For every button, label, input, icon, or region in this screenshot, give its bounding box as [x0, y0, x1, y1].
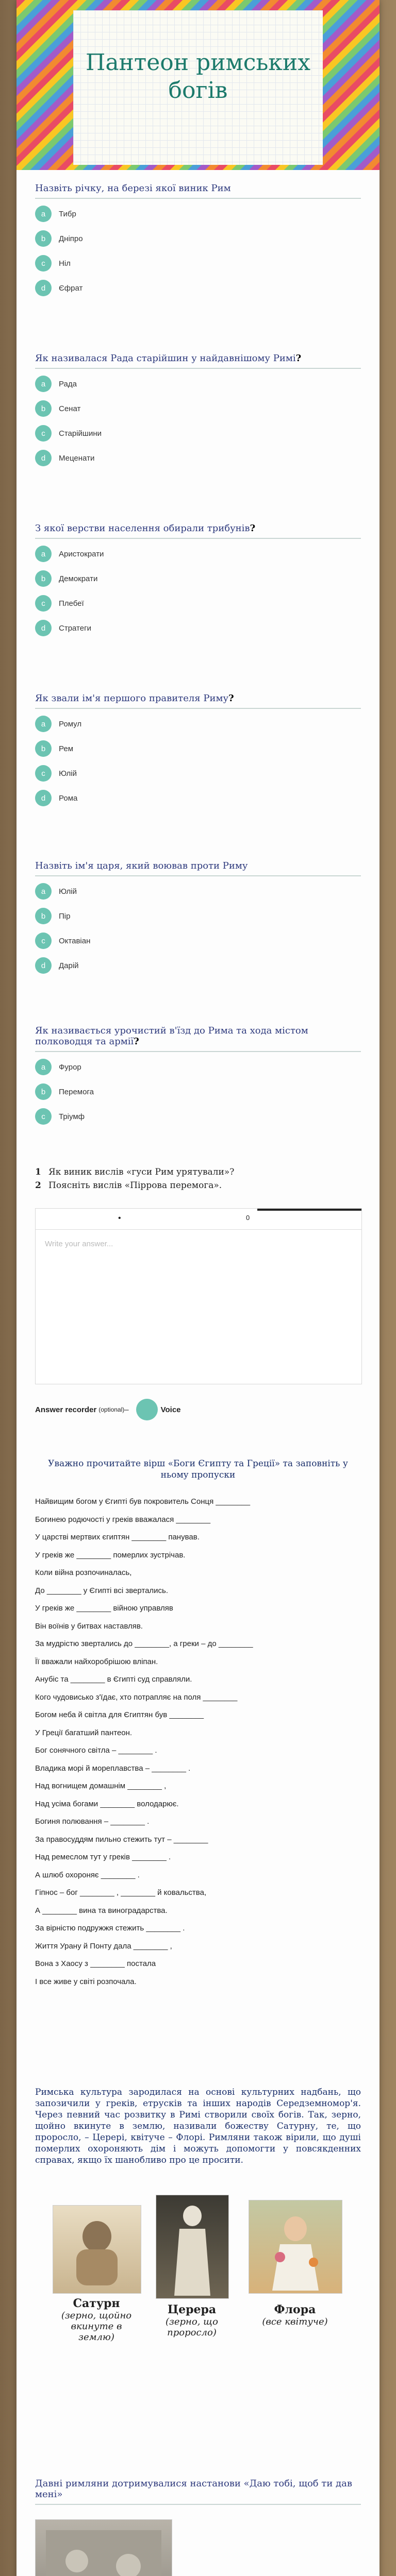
poem-line: Над вогнищем домашнім ________ ,: [35, 1782, 167, 1790]
expressions-list: [35, 1167, 361, 1191]
option-label: Юлій: [59, 887, 77, 896]
answer-option[interactable]: [35, 739, 361, 758]
question-text: Назвіть ім'я царя, який воював проти Риму: [35, 860, 248, 871]
option-label: Перемога: [59, 1087, 94, 1096]
poem-line: Кого чудовисько з'їдає, хто потрапляє на поля ________: [35, 1692, 238, 1702]
question-text: Як називається урочистий в'їзд до Рима та хода містом полководця та армії: [35, 1025, 308, 1047]
god-description: (зерно, щойно вкинуте в землю): [61, 2310, 132, 2343]
god-name: Церера: [167, 2303, 217, 2316]
option-label: Аристократи: [59, 549, 104, 558]
option-label: Стратеги: [59, 623, 91, 633]
answer-option[interactable]: [35, 906, 361, 926]
option-label: Ніл: [59, 259, 71, 268]
culture-paragraph: Римська культура зародилася на основі культурних надбань, що запозичили у греків, етрусків та інших народів Середземномор'я. Через певний час розвитку в Римі створили своїх богів. Так, зерно, щойно вкинуте в землю, називали божеству Сатурну, те, що проросло, – Церері, квітуче – Флорі. Римляни також вірили, що душі померлих охороняють дім і можуть допомогти у повсякденних справах, якщо їх шанобливо про це просити.: [35, 2087, 361, 2165]
option-letter: c: [35, 595, 52, 612]
option-label: Тріумф: [59, 1112, 85, 1121]
recorder-dash: –: [124, 1405, 129, 1414]
expression-text: Поясніть вислів «Піррова перемога».: [48, 1180, 222, 1191]
relief-carving-icon: [36, 2520, 172, 2576]
god-name: Сатурн: [73, 2297, 120, 2310]
answer-recorder: [35, 1399, 181, 1420]
option-letter: b: [35, 230, 52, 247]
answer-option[interactable]: [35, 423, 361, 443]
question-mark: ?: [295, 353, 302, 364]
option-letter: a: [35, 883, 52, 900]
expression-number: 1: [35, 1167, 41, 1177]
option-label: Октавіан: [59, 936, 91, 945]
poem-line: Життя Урану й Понту дала ________ ,: [35, 1941, 172, 1951]
god-description: (зерно, що проросло): [165, 2316, 218, 2338]
question-mark: ?: [250, 523, 256, 534]
option-label: Дарій: [59, 961, 79, 970]
header-banner: [16, 0, 380, 170]
answer-option[interactable]: [35, 278, 361, 298]
option-letter: a: [35, 376, 52, 392]
option-label: Тибр: [59, 209, 76, 218]
option-letter: d: [35, 280, 52, 296]
answer-option[interactable]: [35, 399, 361, 418]
answer-option[interactable]: [35, 569, 361, 588]
flora-image: [249, 2200, 342, 2294]
god-description: (все квітуче): [262, 2316, 328, 2327]
question-text: Назвіть річку, на березі якої виник Рим: [35, 183, 231, 194]
poem-line: А шлюб охороняє ________ .: [35, 1870, 140, 1879]
answer-option[interactable]: [35, 229, 361, 248]
poem-intro: Уважно прочитайте вірш «Боги Єгипту та Греції» та заповніть у ньому пропуски: [48, 1459, 348, 1480]
option-label: Дніпро: [59, 234, 83, 243]
option-letter: c: [35, 933, 52, 949]
option-label: Рем: [59, 744, 74, 753]
question-text: З якої верстви населення обирали трибунів: [35, 523, 250, 534]
poem-line: До ________ у Єгипті всі звертались.: [35, 1586, 169, 1595]
option-letter: b: [35, 908, 52, 924]
flora-figure-icon: [249, 2200, 342, 2293]
quiz-question-6: [35, 1025, 361, 1126]
answer-option[interactable]: [35, 788, 361, 808]
answer-option[interactable]: [35, 374, 361, 394]
option-label: Єфрат: [59, 283, 83, 293]
poem-line: Він воїнів у битвах наставляв.: [35, 1621, 143, 1631]
poem-line: У Греції багатший пантеон.: [35, 1728, 133, 1737]
quiz-question-2: [35, 353, 361, 468]
toolbar-counter: 0: [246, 1214, 250, 1222]
option-label: Ромул: [59, 719, 82, 728]
expression-number: 2: [35, 1180, 41, 1191]
recorder-optional: (optional): [98, 1406, 125, 1413]
quiz-question-5: [35, 860, 361, 975]
option-label: Юлій: [59, 769, 77, 778]
poem-line: Богом неба й світла для Єгиптян був ________: [35, 1710, 204, 1719]
option-letter: d: [35, 450, 52, 466]
poem-line: Над ремеслом тут у греків ________ .: [35, 1853, 171, 1861]
answer-option[interactable]: [35, 594, 361, 613]
answer-option[interactable]: [35, 204, 361, 224]
option-label: Рада: [59, 379, 77, 388]
saturn-image: [53, 2205, 141, 2294]
saturn-caption: [53, 2297, 140, 2343]
option-letter: c: [35, 765, 52, 782]
expression-text: Як виник вислів «гуси Рим урятували»?: [48, 1167, 235, 1177]
option-letter: a: [35, 1059, 52, 1075]
answer-option[interactable]: [35, 1057, 361, 1077]
option-letter: a: [35, 716, 52, 732]
option-letter: b: [35, 1083, 52, 1100]
answer-option[interactable]: [35, 882, 361, 901]
option-label: Пір: [59, 911, 71, 921]
answer-option[interactable]: [35, 956, 361, 975]
option-label: Плебеї: [59, 599, 84, 608]
answer-placeholder: Write your answer...: [45, 1240, 113, 1248]
option-letter: c: [35, 425, 52, 442]
poem-line: Бог сонячного світла – ________ .: [35, 1746, 157, 1755]
poem-line: У царстві мертвих єгиптян ________ панував.: [35, 1533, 200, 1541]
god-name: Флора: [274, 2303, 316, 2316]
poem-line: Її вважали найхоробрішою вліпан.: [35, 1657, 158, 1666]
question-text: Як звали ім'я першого правителя Риму: [35, 693, 229, 704]
answer-option[interactable]: [35, 544, 361, 564]
poem-line: Богинею родючості у греків вважалася ________: [35, 1515, 211, 1524]
poem-line: Богиня полювання – ________ .: [35, 1817, 150, 1826]
poem-line: Владика морі й мореплавства – ________ .: [35, 1764, 191, 1773]
option-label: Демократи: [59, 574, 98, 583]
toolbar-bullet[interactable]: •: [118, 1214, 121, 1223]
answer-option[interactable]: [35, 764, 361, 783]
poem-line: Анубіс та ________ в Єгипті суд справляли.: [35, 1675, 192, 1684]
ceres-caption: [156, 2303, 228, 2338]
poem-line: Вона з Хаосу з ________ постала: [35, 1959, 156, 1968]
option-letter: b: [35, 740, 52, 757]
option-letter: b: [35, 400, 52, 417]
poem-line: Над усіма богами ________ володарює.: [35, 1799, 179, 1808]
offering-section: [35, 2478, 361, 2505]
ceres-statue-icon: [156, 2195, 228, 2298]
worksheet-card: [16, 0, 380, 2576]
poem-line: І все живе у світі розпочала.: [35, 1977, 137, 1986]
poem-line: А ________ вина та виноградарства.: [35, 1906, 168, 1915]
poem-line: Коли війна розпочиналась,: [35, 1568, 132, 1577]
option-label: Рома: [59, 793, 78, 803]
quiz-question-4: [35, 693, 361, 808]
option-letter: b: [35, 570, 52, 587]
ceres-image: [156, 2195, 229, 2299]
option-letter: d: [35, 957, 52, 974]
option-letter: d: [35, 620, 52, 636]
poem-line: За правосуддям пильно стежить тут – ________: [35, 1835, 208, 1844]
option-label: Фурор: [59, 1062, 81, 1072]
quiz-question-3: [35, 523, 361, 638]
poem-lines: [35, 1497, 361, 1994]
question-mark: ?: [134, 1036, 139, 1047]
offering-heading: Давні римляни дотримувалися настанови «Даю тобі, щоб ти дав мені»: [35, 2478, 361, 2505]
answer-option[interactable]: [35, 253, 361, 273]
poem-line: У греків же ________ війною управляв: [35, 1604, 173, 1613]
answer-option[interactable]: [35, 714, 361, 734]
option-letter: c: [35, 255, 52, 272]
editor-toolbar: [36, 1209, 361, 1230]
poem-line: Гіпнос – бог ________ , ________ й ковальства,: [35, 1888, 207, 1897]
toolbar-divider: [257, 1209, 361, 1211]
option-letter: d: [35, 790, 52, 806]
flora-caption: [249, 2303, 341, 2327]
answer-option[interactable]: [35, 1107, 361, 1126]
quiz-question-1: [35, 183, 361, 298]
option-label: Меценати: [59, 453, 95, 463]
option-label: Сенат: [59, 404, 81, 413]
answer-option[interactable]: [35, 931, 361, 951]
poem-line: У греків же ________ померлих зустрічав.: [35, 1550, 186, 1560]
record-voice-button[interactable]: [136, 1399, 158, 1420]
question-mark: ?: [228, 693, 234, 704]
page-title: Пантеон римських богів: [85, 49, 311, 104]
answer-textbox[interactable]: [35, 1208, 362, 1384]
answer-option[interactable]: [35, 448, 361, 468]
answer-option[interactable]: [35, 618, 361, 638]
saturn-figure-icon: [53, 2206, 141, 2293]
recorder-voice-label: Voice: [160, 1405, 181, 1414]
poem-line: Найвищим богом у Єгипті був покровитель Сонця ________: [35, 1497, 251, 1506]
option-letter: a: [35, 206, 52, 222]
offering-image: [35, 2519, 172, 2576]
recorder-label: Answer recorder: [35, 1405, 97, 1414]
poem-line: За мудрістю звертались до ________, а греки – до ________: [35, 1639, 253, 1648]
answer-option[interactable]: [35, 1082, 361, 1101]
poem-line: За вірністю подружжя стежить ________ .: [35, 1924, 185, 1933]
option-letter: a: [35, 546, 52, 562]
option-label: Старійшини: [59, 429, 102, 438]
option-letter: c: [35, 1108, 52, 1125]
question-text: Як називалася Рада старійшин у найдавнішому Римі: [35, 353, 296, 364]
